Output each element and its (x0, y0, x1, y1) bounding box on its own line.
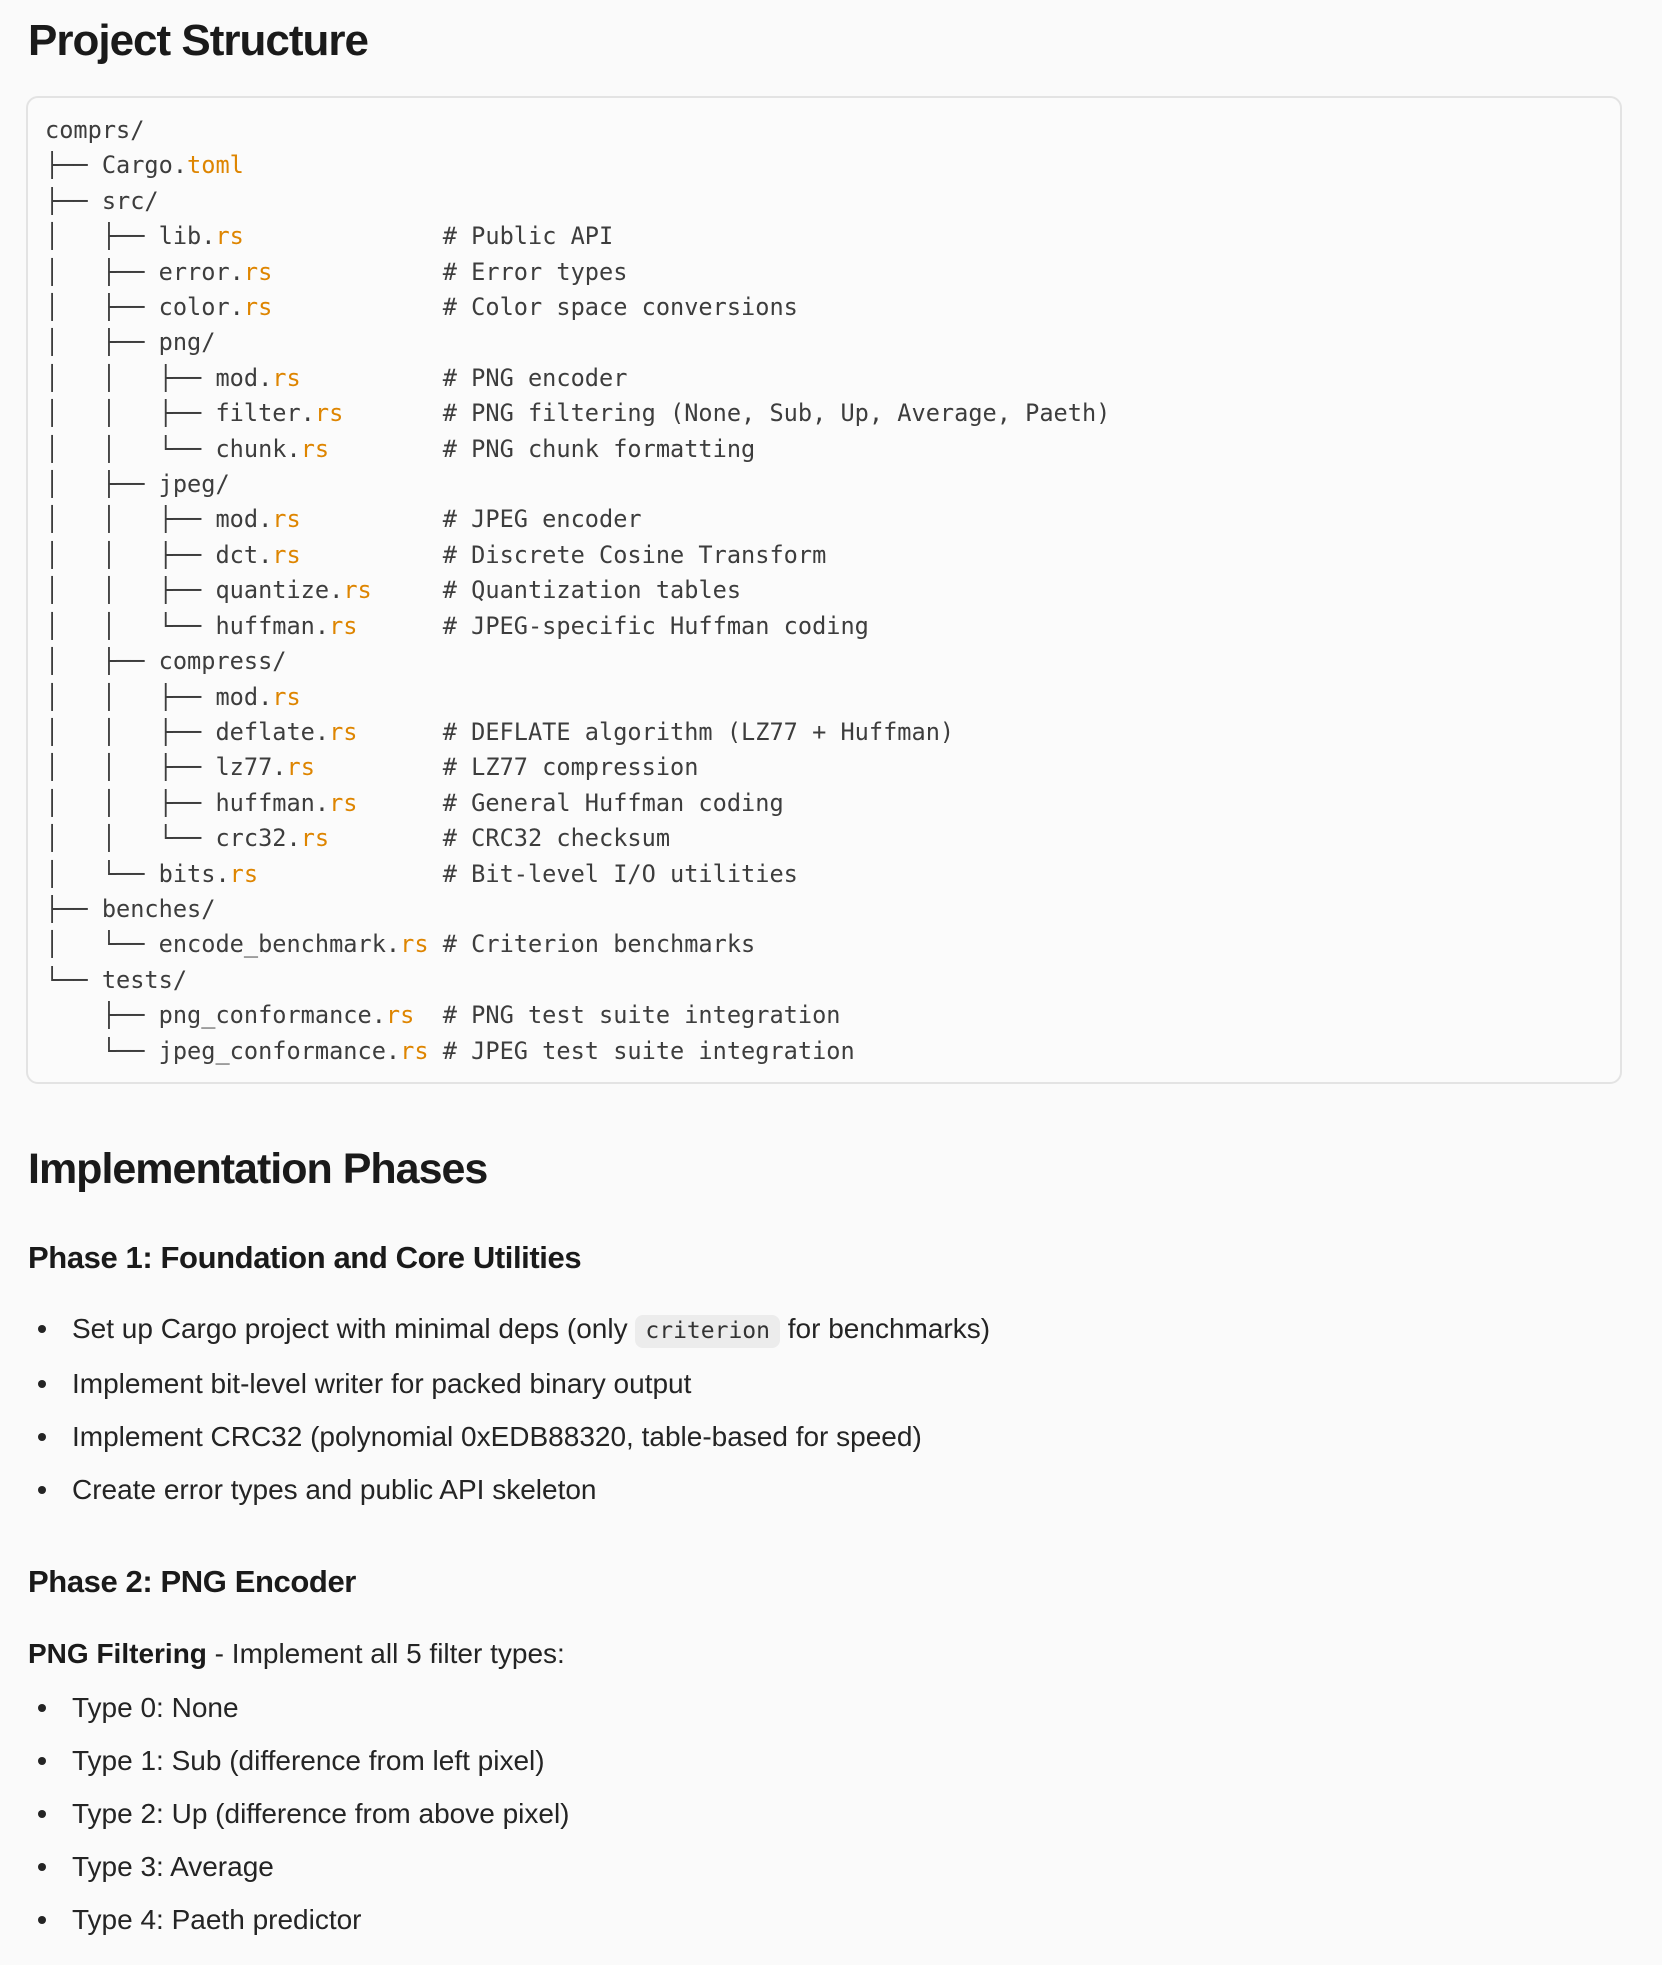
tree-text: │ ├── compress/ (45, 647, 287, 676)
tree-line (45, 325, 1602, 360)
file-extension: rs (272, 540, 301, 569)
tree-comment: # JPEG encoder (300, 505, 642, 534)
tree-line (45, 573, 1602, 608)
file-extension: rs (229, 859, 259, 888)
phase-1-heading: Phase 1: Foundation and Core Utilities (28, 1239, 582, 1275)
list-item: Type 3: Average (26, 1849, 1624, 1885)
tree-text: │ ├── color. (45, 293, 244, 322)
file-extension: rs (329, 717, 358, 746)
list-item: Type 0: None (26, 1690, 1624, 1726)
tree-text: │ └── bits. (45, 859, 230, 888)
list-item: Type 2: Up (difference from above pixel) (26, 1796, 1624, 1832)
tree-text: │ ├── jpeg/ (45, 470, 230, 499)
tree-comment: # JPEG test suite integration (428, 1036, 855, 1065)
tree-line (45, 502, 1602, 537)
tree-text: │ │ ├── mod. (45, 682, 273, 711)
tree-line (45, 857, 1602, 892)
tree-text: └── tests/ (45, 965, 188, 994)
tree-text: │ │ ├── huffman. (45, 788, 330, 817)
file-extension: rs (243, 257, 273, 286)
tree-line (45, 680, 1602, 715)
tree-line (45, 1034, 1602, 1069)
tree-line (45, 786, 1602, 821)
file-tree (45, 113, 1602, 1069)
tree-comment: # PNG test suite integration (414, 1001, 841, 1030)
tree-line (45, 927, 1602, 962)
tree-text: │ │ ├── mod. (45, 363, 273, 392)
tree-text: ├── benches/ (45, 894, 216, 923)
tree-line (45, 290, 1602, 325)
list-item: Type 1: Sub (difference from left pixel) (26, 1743, 1624, 1779)
phase-1-bullet-list (26, 1311, 1624, 1508)
list-item: Implement CRC32 (polynomial 0xEDB88320, table-based for speed) (26, 1419, 1624, 1455)
tree-text: │ │ ├── dct. (45, 540, 273, 569)
tree-comment: # General Huffman coding (357, 788, 784, 817)
tree-text: │ │ └── crc32. (45, 824, 301, 853)
file-extension: rs (243, 293, 273, 322)
tree-line (45, 750, 1602, 785)
tree-text: │ │ └── chunk. (45, 434, 301, 463)
tree-comment: # CRC32 checksum (329, 824, 671, 853)
tree-text: │ ├── error. (45, 257, 244, 286)
list-item: Set up Cargo project with minimal deps (only criterion for benchmarks) (26, 1311, 1624, 1349)
tree-comment: # Error types (272, 257, 628, 286)
png-filtering-label: PNG Filtering (28, 1637, 207, 1669)
tree-text: │ │ ├── deflate. (45, 717, 330, 746)
tree-line (45, 361, 1602, 396)
file-extension: rs (272, 363, 301, 392)
inline-code: criterion (635, 1315, 780, 1348)
tree-comment: # Color space conversions (272, 293, 798, 322)
file-extension: rs (300, 824, 330, 853)
tree-line (45, 467, 1602, 502)
tree-line (45, 892, 1602, 927)
tree-line (45, 219, 1602, 254)
phase-2-heading: Phase 2: PNG Encoder (28, 1563, 356, 1599)
tree-line (45, 255, 1602, 290)
tree-text: ├── png_conformance. (45, 1001, 386, 1030)
tree-text: ├── src/ (45, 186, 159, 215)
tree-text: │ │ ├── quantize. (45, 576, 344, 605)
tree-text: │ ├── lib. (45, 222, 216, 251)
tree-line (45, 609, 1602, 644)
tree-text: │ └── encode_benchmark. (45, 930, 401, 959)
tree-text: │ │ └── huffman. (45, 611, 330, 640)
tree-line (45, 432, 1602, 467)
png-filtering-text: - Implement all 5 filter types: (206, 1637, 565, 1669)
tree-comment: # PNG filtering (None, Sub, Up, Average, Paeth) (343, 399, 1111, 428)
file-extension: rs (272, 505, 301, 534)
file-extension: rs (300, 434, 330, 463)
tree-line (45, 396, 1602, 431)
tree-line (45, 113, 1602, 148)
tree-line (45, 963, 1602, 998)
tree-comment: # DEFLATE algorithm (LZ77 + Huffman) (357, 717, 955, 746)
file-extension: rs (400, 1036, 429, 1065)
page-title: Project Structure (28, 16, 368, 65)
tree-comment: # PNG encoder (300, 363, 628, 392)
tree-line (45, 821, 1602, 856)
file-extension: rs (329, 611, 358, 640)
tree-comment: # Quantization tables (371, 576, 742, 605)
list-item: Type 4: Paeth predictor (26, 1902, 1624, 1938)
file-extension: rs (343, 576, 372, 605)
tree-comment: # Bit-level I/O utilities (258, 859, 798, 888)
list-item: Create error types and public API skeleton (26, 1472, 1624, 1508)
tree-text: │ │ ├── mod. (45, 505, 273, 534)
file-extension: rs (314, 399, 344, 428)
tree-line (45, 644, 1602, 679)
tree-line (45, 148, 1602, 183)
tree-text: │ │ ├── lz77. (45, 753, 287, 782)
tree-line (45, 538, 1602, 573)
file-extension: rs (286, 753, 315, 782)
tree-comment: # LZ77 compression (314, 753, 699, 782)
section-title-implementation-phases: Implementation Phases (28, 1144, 488, 1193)
file-extension: rs (215, 222, 244, 251)
tree-comment: # JPEG-specific Huffman coding (357, 611, 869, 640)
file-extension: rs (329, 788, 358, 817)
tree-line (45, 184, 1602, 219)
tree-text: │ │ ├── filter. (45, 399, 315, 428)
tree-text: │ ├── png/ (45, 328, 216, 357)
phase-2-bullet-list (26, 1690, 1624, 1938)
file-extension: toml (187, 151, 244, 180)
file-extension: rs (400, 930, 429, 959)
project-structure-code-block (26, 96, 1622, 1084)
tree-text: ├── Cargo. (45, 151, 188, 180)
tree-comment: # PNG chunk formatting (329, 434, 756, 463)
png-filtering-paragraph (28, 1636, 1624, 1672)
file-extension: rs (272, 682, 301, 711)
tree-line (45, 998, 1602, 1033)
list-item: Implement bit-level writer for packed binary output (26, 1366, 1624, 1402)
tree-comment: # Criterion benchmarks (428, 930, 756, 959)
tree-text: └── jpeg_conformance. (45, 1036, 401, 1065)
tree-comment: # Public API (243, 222, 614, 251)
file-extension: rs (385, 1001, 415, 1030)
tree-line (45, 715, 1602, 750)
tree-text: comprs/ (45, 116, 145, 144)
tree-comment: # Discrete Cosine Transform (300, 540, 827, 569)
